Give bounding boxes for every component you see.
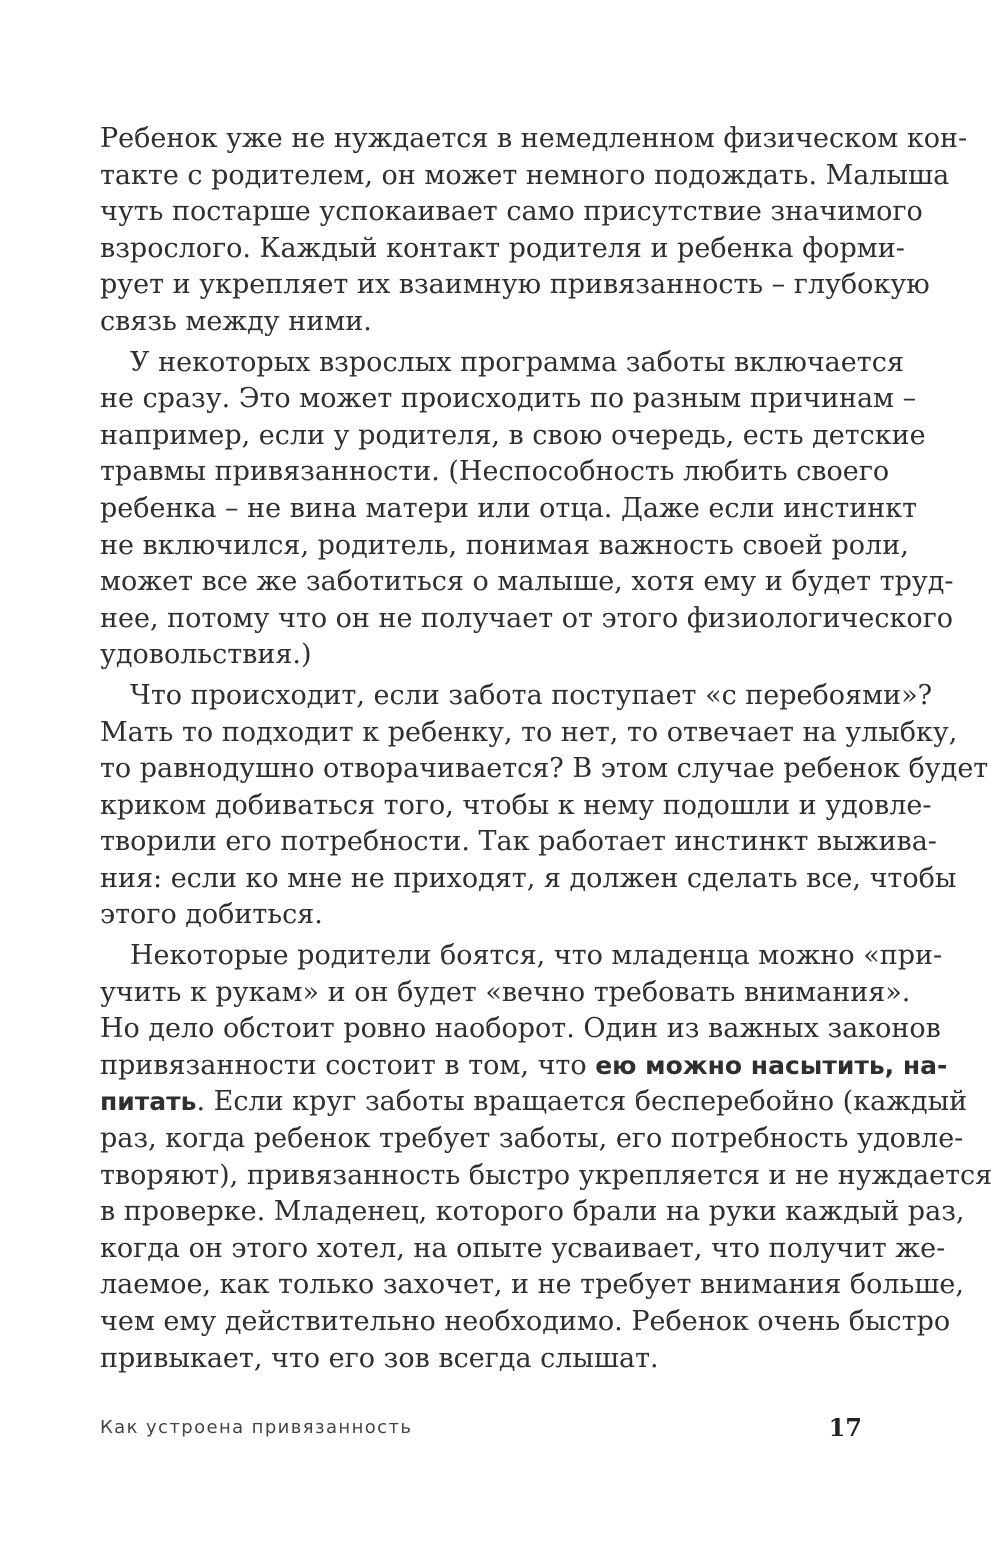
text-line: раз, когда ребенок требует заботы, его потребность удовле- — [100, 1123, 964, 1155]
text-line: такте с родителем, он может немного подождать. Малыша — [100, 159, 950, 191]
text-line: не включился, родитель, понимая важность своей роли, — [100, 529, 909, 561]
text-line: лаемое, как только захочет, и не требует внимания больше, — [100, 1269, 964, 1301]
text-line: У некоторых взрослых программа заботы включается — [130, 346, 904, 378]
text-line: Мать то подходит к ребенку, то нет, то отвечает на улыбку, — [100, 716, 958, 748]
text-line: взрослого. Каждый контакт родителя и ребенка форми- — [100, 232, 905, 264]
text-line: творяют), привязанность быстро укрепляется и не нуждается — [100, 1159, 993, 1191]
text-line: Что происходит, если забота поступает «с перебоями»? — [130, 679, 933, 711]
bold-phrase: питать — [100, 1087, 197, 1117]
text-fragment: . Если круг заботы вращается бесперебойно (каждый — [196, 1086, 968, 1118]
text-line: когда он этого хотел, на опыте усваивает, что получит же- — [100, 1232, 946, 1264]
text-line: творили его потребности. Так работает инстинкт выжива- — [100, 826, 937, 858]
text-line: чуть постарше успокаивает само присутствие значимого — [100, 196, 923, 228]
text-line: может все же заботиться о малыше, хотя ему и будет труд- — [100, 566, 954, 598]
text-line: этого добиться. — [100, 899, 323, 931]
text-fragment: привязанности состоит в том, что — [100, 1049, 596, 1081]
page-number: 17 — [828, 1413, 862, 1442]
text-line: нее, потому что он не получает от этого физиологического — [100, 602, 953, 634]
text-line-mixed — [100, 1084, 968, 1121]
text-line-mixed — [100, 1048, 948, 1085]
text-line: ребенка – не вина матери или отца. Даже если инстинкт — [100, 492, 918, 524]
text-line: не сразу. Это может происходить по разным причинам – — [100, 383, 917, 415]
text-line: то равнодушно отворачивается? В этом случае ребенок будет — [100, 753, 989, 785]
text-line: криком добиваться того, чтобы к нему подошли и удовле- — [100, 789, 932, 821]
text-line: Некоторые родители боятся, что младенца можно «при- — [130, 940, 943, 972]
body-text — [100, 121, 993, 1377]
text-line: удовольствия.) — [100, 639, 312, 671]
text-line: учить к рукам» и он будет «вечно требовать внимания». — [100, 976, 911, 1008]
text-line: рует и укрепляет их взаимную привязанность – глубокую — [100, 269, 930, 301]
text-line: Но дело обстоит ровно наоборот. Один из важных законов — [100, 1013, 941, 1045]
text-line: ния: если ко мне не приходят, я должен сделать все, чтобы — [100, 862, 957, 894]
text-line: чем ему действительно необходимо. Ребенок очень быстро — [100, 1306, 951, 1337]
text-line: травмы привязанности. (Неспособность любить своего — [100, 456, 890, 488]
text-line: в проверке. Младенец, которого брали на руки каждый раз, — [100, 1196, 965, 1228]
bold-phrase: ею можно насытить, на- — [595, 1050, 948, 1080]
running-footer-title: Как устроена привязанность — [100, 1417, 413, 1438]
text-line: например, если у родителя, в свою очередь, есть детские — [100, 419, 926, 451]
text-line: связь между ними. — [100, 305, 372, 337]
text-line: привыкает, что его зов всегда слышат. — [100, 1342, 659, 1374]
text-line: Ребенок уже не нуждается в немедленном физическом кон- — [100, 123, 968, 154]
